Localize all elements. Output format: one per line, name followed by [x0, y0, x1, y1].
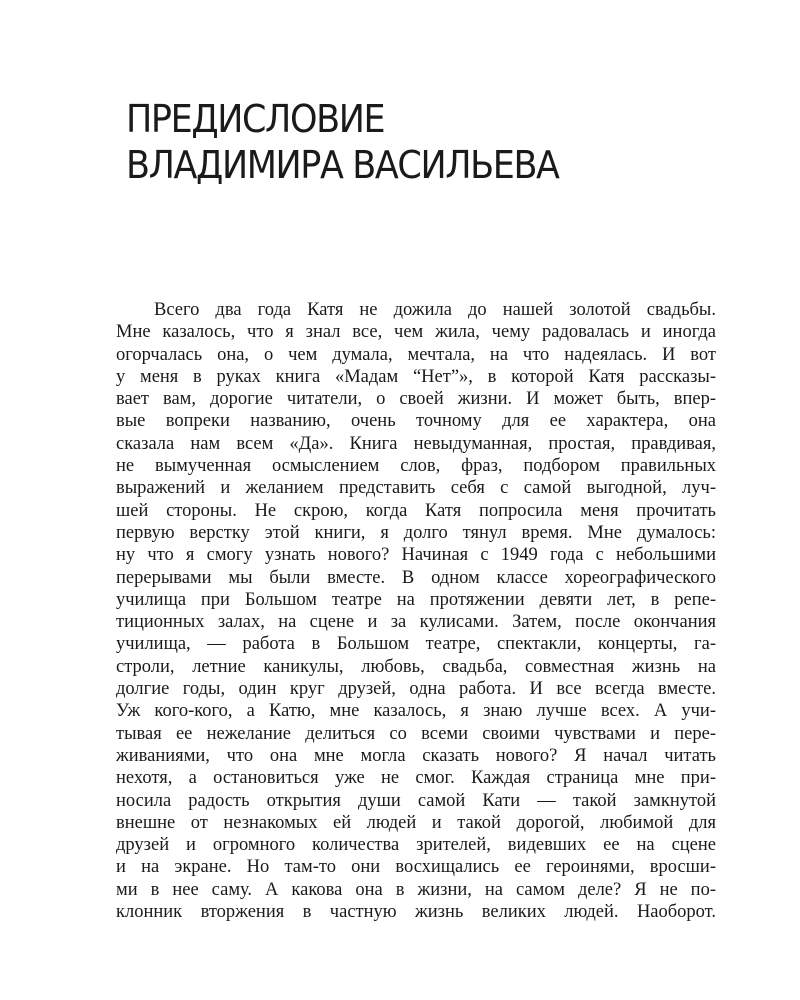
- chapter-title-line: ВЛАДИМИРА ВАСИЛЬЕВА: [126, 143, 559, 187]
- text-line: внешне от незнакомых ей людей и такой дорогой, любимой для: [116, 812, 716, 833]
- text-line: огорчалась она, о чем думала, мечтала, на что надеялась. И вот: [116, 344, 716, 365]
- text-line: вые вопреки названию, очень точному для ее характера, она: [116, 411, 716, 432]
- text-line: тывая ее нежелание делиться со всеми своими чувствами и пере-: [116, 723, 716, 744]
- text-line: перерывами мы были вместе. В одном классе хореографического: [116, 567, 716, 588]
- chapter-title-line: ПРЕДИСЛОВИЕ: [126, 97, 385, 141]
- text-line: первую верстку этой книги, я долго тянул время. Мне думалось:: [116, 522, 716, 543]
- text-line: не вымученная осмыслением слов, фраз, подбором правильных: [116, 456, 716, 477]
- text-line: вает вам, дорогие читатели, о своей жизни. И может быть, впер-: [116, 389, 716, 410]
- text-line: Уж кого-кого, а Катю, мне казалось, я знаю лучше всех. А учи-: [116, 701, 716, 722]
- text-line: у меня в руках книга «Мадам “Нет”», в которой Катя рассказы-: [116, 366, 716, 387]
- text-line: Мне казалось, что я знал все, чем жила, чему радовалась и иногда: [116, 322, 716, 343]
- text-line: тиционных залах, на сцене и за кулисами. Затем, после окончания: [116, 612, 716, 633]
- text-line: сказала нам всем «Да». Книга невыдуманная, простая, правдивая,: [116, 433, 716, 454]
- chapter-title: [126, 96, 696, 188]
- text-line: долгие годы, один круг друзей, одна работа. И все всегда вместе.: [116, 679, 716, 700]
- text-line: ну что я смогу узнать нового? Начиная с 1949 года с небольшими: [116, 545, 716, 566]
- text-line: шей стороны. Не скрою, когда Катя попросила меня прочитать: [116, 500, 716, 521]
- text-line: живаниями, что она мне могла сказать нового? Я начал читать: [116, 745, 716, 766]
- text-line: ми в нее саму. А какова она в жизни, на самом деле? Я не по-: [116, 879, 716, 900]
- text-line: нехотя, а остановиться уже не смог. Каждая страница мне при-: [116, 768, 716, 789]
- text-line: клонник вторжения в частную жизнь великих людей. Наоборот.: [116, 902, 716, 923]
- chapter-body: [116, 299, 716, 923]
- text-line: и на экране. Но там-то они восхищались ее героинями, вросши-: [116, 857, 716, 878]
- text-line: носила радость открытия души самой Кати — такой замкнутой: [116, 790, 716, 811]
- text-line: друзей и огромного количества зрителей, видевших ее на сцене: [116, 835, 716, 856]
- text-line: училища при Большом театре на протяжении девяти лет, в репе-: [116, 589, 716, 610]
- text-line: строли, летние каникулы, любовь, свадьба, совместная жизнь на: [116, 656, 716, 677]
- text-line: училища, — работа в Большом театре, спектакли, концерты, га-: [116, 634, 716, 655]
- text-line: Всего два года Катя не дожила до нашей золотой свадьбы.: [154, 300, 716, 320]
- text-line: выражений и желанием представить себя с самой выгодной, луч-: [116, 478, 716, 499]
